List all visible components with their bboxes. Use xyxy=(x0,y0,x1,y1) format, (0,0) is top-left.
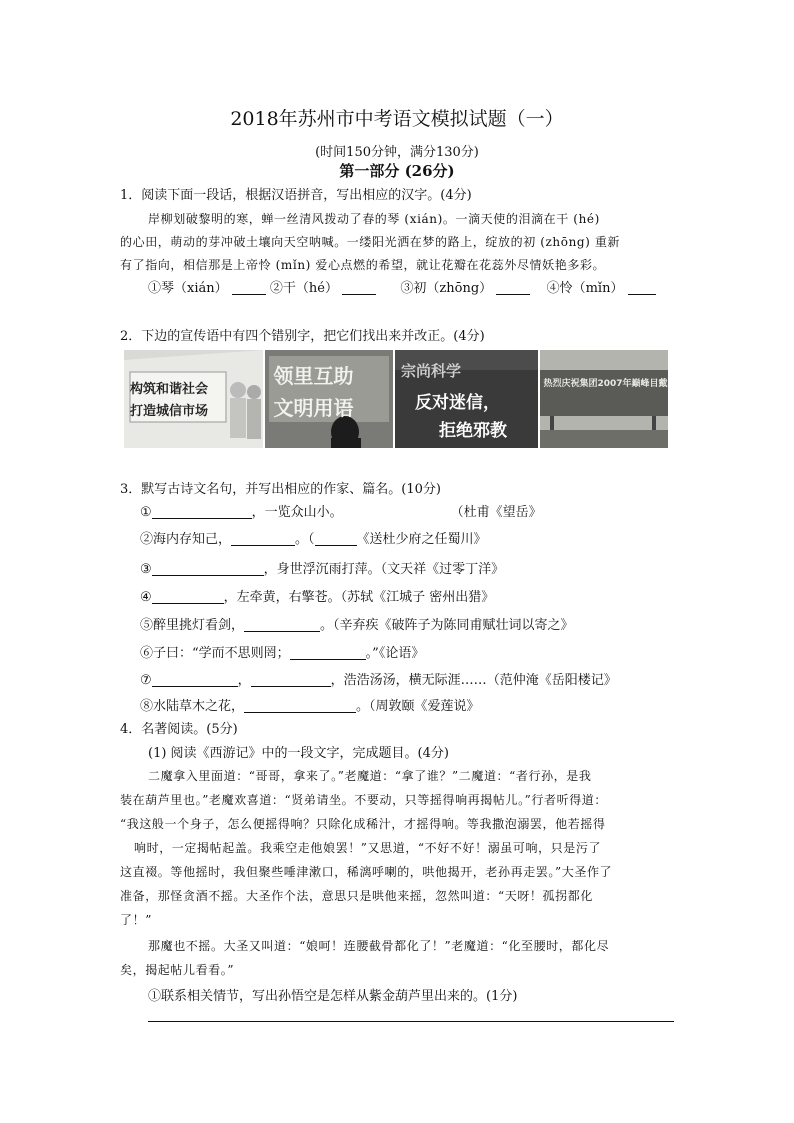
q1-answer-blank[interactable] xyxy=(496,280,530,295)
q3-item-text: ⑦ xyxy=(140,673,152,688)
q4-passage-line: 矣，揭起帖儿看看。” xyxy=(120,963,235,977)
q3-item-text: 。 xyxy=(320,618,334,633)
slogan-text: 拒绝邪教 xyxy=(439,421,508,441)
q3-item-text: ，左牵黄，右擎苍。 xyxy=(223,590,341,605)
q3-source: （文天祥《过零丁洋》 xyxy=(380,562,505,577)
q1-blanks-row xyxy=(148,277,656,296)
q3-item-text: ②海内存知己， xyxy=(140,532,232,547)
q3-item-text: 。（ xyxy=(295,532,315,547)
slogan-photos xyxy=(124,350,668,448)
q1-blank-label: ③初（zhōng） xyxy=(400,281,493,296)
q3-item xyxy=(140,642,424,661)
q1-blank-label: ②干（hé） xyxy=(269,281,338,296)
q4-passage-line: 这直裰。等他摇时，我但聚些唾津漱口，稀漓呼喇的，哄他揭开，老孙再走罢。”大圣作了 xyxy=(120,865,613,879)
slogan-text: 打造城信市场 xyxy=(130,404,209,419)
slogan-photo-1 xyxy=(124,350,263,448)
q4-passage-line: 二魔拿入里面道：“哥哥，拿来了。”老魔道：“拿了谁？”二魔道：“者行孙，是我 xyxy=(148,769,592,783)
q3-source: 《送杜少府之任蜀川》 xyxy=(356,532,487,547)
q4-sub-prompt: (1) 阅读《西游记》中的一段文字，完成题目。(4分) xyxy=(148,746,449,761)
q3-item-text: ① xyxy=(140,505,152,520)
q4-passage-line: 了！” xyxy=(120,913,152,927)
q3-answer-blank[interactable] xyxy=(152,589,224,604)
slogan-text: 宗尚科学 xyxy=(401,362,462,380)
q3-source: （周敦颐《爱莲说》 xyxy=(369,699,480,714)
q3-item xyxy=(140,695,480,714)
slogan-photo-2 xyxy=(265,350,393,448)
q3-item xyxy=(140,614,574,633)
q3-source: （辛弃疾《破阵子为陈同甫赋壮词以寄之》 xyxy=(333,618,574,633)
q4-passage-line: 那魔也不摇。大圣又叫道：“娘呵！连腰截骨都化了！”老魔道：“化至腰时，都化尽 xyxy=(148,939,610,953)
page-title: 2018年苏州市中考语文模拟试题（一） xyxy=(230,108,564,130)
q4-passage-line: “我这般一个身子，怎么便摇得响？只除化成稀汁，才摇得响。等我撒泡溺罢，他若摇得 xyxy=(120,817,606,831)
q1-blank-label: ④怜（mǐn） xyxy=(546,281,624,296)
q3-item-text: ⑤醉里挑灯看剑， xyxy=(140,618,245,633)
q3-item-text: ，一览众山小。 xyxy=(251,505,343,520)
part-heading: 第一部分 (26分) xyxy=(339,162,455,180)
q3-item-text: ⑧水陆草木之花， xyxy=(140,699,245,714)
q1-blank-label: ①琴（xián） xyxy=(148,281,228,296)
q3-item xyxy=(140,558,504,577)
q3-source: （苏轼《江城子 密州出猎》 xyxy=(340,590,495,605)
q3-item xyxy=(140,528,487,547)
q3-item-text: 。 xyxy=(356,699,370,714)
q4-prompt: 4．名著阅读。(5分) xyxy=(120,722,238,737)
q3-item-text: 。” xyxy=(365,646,379,661)
q3-item-text: ③ xyxy=(140,562,152,577)
q3-source: （杜甫《望岳》 xyxy=(450,505,542,520)
q3-answer-blank[interactable] xyxy=(152,561,264,576)
q1-prompt: 1．阅读下面一段话，根据汉语拼音，写出相应的汉字。(4分) xyxy=(120,188,472,203)
slogan-photo-4 xyxy=(540,350,668,448)
q3-source: （范仲淹《岳阳楼记》 xyxy=(486,673,617,688)
q1-passage-line: 岸柳划破黎明的寒，蝉一丝清风拨动了春的琴 (xián)。一滴天使的泪滴在干 (hé) xyxy=(148,212,600,226)
q1-passage-line: 有了指向，相信那是上帝怜 (mǐn) 爱心点燃的希望，就让花瓣在花蕊外尽情妖艳多彩。 xyxy=(120,258,606,272)
q3-answer-blank[interactable] xyxy=(251,672,331,687)
q3-answer-blank[interactable] xyxy=(152,504,252,519)
q1-answer-blank[interactable] xyxy=(232,280,266,295)
q4-passage-line: 装在葫芦里也。”老魔欢喜道：“贤弟请坐。不要动，只等摇得响再揭帖儿。”行者听得道： xyxy=(120,793,608,807)
slogan-text: 领里互助 xyxy=(273,364,354,388)
q3-item-text: ，身世浮沉雨打萍。 xyxy=(263,562,381,577)
q3-item-text: ，浩浩汤汤，横无际涯…… xyxy=(330,673,487,688)
q3-item-text: ④ xyxy=(140,590,152,605)
q3-prompt: 3．默写古诗文名句，并写出相应的作家、篇名。(10分) xyxy=(120,482,441,497)
q3-item xyxy=(140,586,494,605)
slogan-text: 文明用语 xyxy=(273,396,354,420)
exam-info: (时间150分钟，满分130分) xyxy=(315,145,479,160)
q1-answer-blank[interactable] xyxy=(628,280,656,295)
q2-prompt: 2．下边的宣传语中有四个错别字，把它们找出来并改正。(4分) xyxy=(120,329,485,344)
q1-answer-blank[interactable] xyxy=(342,280,376,295)
q3-item-text: ⑥子曰：“学而不思则罔； xyxy=(140,646,290,661)
q3-item xyxy=(140,501,542,520)
slogan-text: 热烈庆祝集团2007年巅峰目戴 xyxy=(543,379,668,389)
q4-passage-line: 准备，那怪贪酒不摇。大圣作个法，意思只是哄他来摇，忽然叫道：“天呀！孤拐都化 xyxy=(120,889,593,903)
q4-answer-line[interactable] xyxy=(148,1021,674,1022)
q3-answer-blank[interactable] xyxy=(244,698,356,713)
q4-passage-line: 响时，一定揭帖起盖。我乘空走他娘罢！”又思道，“不好不好！溺虽可响，只是污了 xyxy=(134,841,602,855)
slogan-text: 构筑和谐社会 xyxy=(130,382,209,397)
q4-question: ①联系相关情节，写出孙悟空是怎样从紫金葫芦里出来的。(1分) xyxy=(148,989,518,1004)
slogan-text: 反对迷信， xyxy=(415,393,501,413)
q3-item-text: ， xyxy=(237,673,251,688)
q3-answer-blank[interactable] xyxy=(152,672,238,687)
slogan-photo-3 xyxy=(395,350,538,448)
q3-answer-blank[interactable] xyxy=(231,531,295,546)
q3-item xyxy=(140,669,617,688)
q1-passage-line: 的心田，萌动的芽冲破土壤向天空呐喊。一缕阳光洒在梦的路上，绽放的初 (zhōng) 重新 xyxy=(120,235,621,249)
q3-answer-blank[interactable] xyxy=(290,645,366,660)
q3-source: 《论语》 xyxy=(378,646,425,661)
q3-answer-blank[interactable] xyxy=(244,617,320,632)
q3-answer-blank[interactable] xyxy=(315,531,357,546)
